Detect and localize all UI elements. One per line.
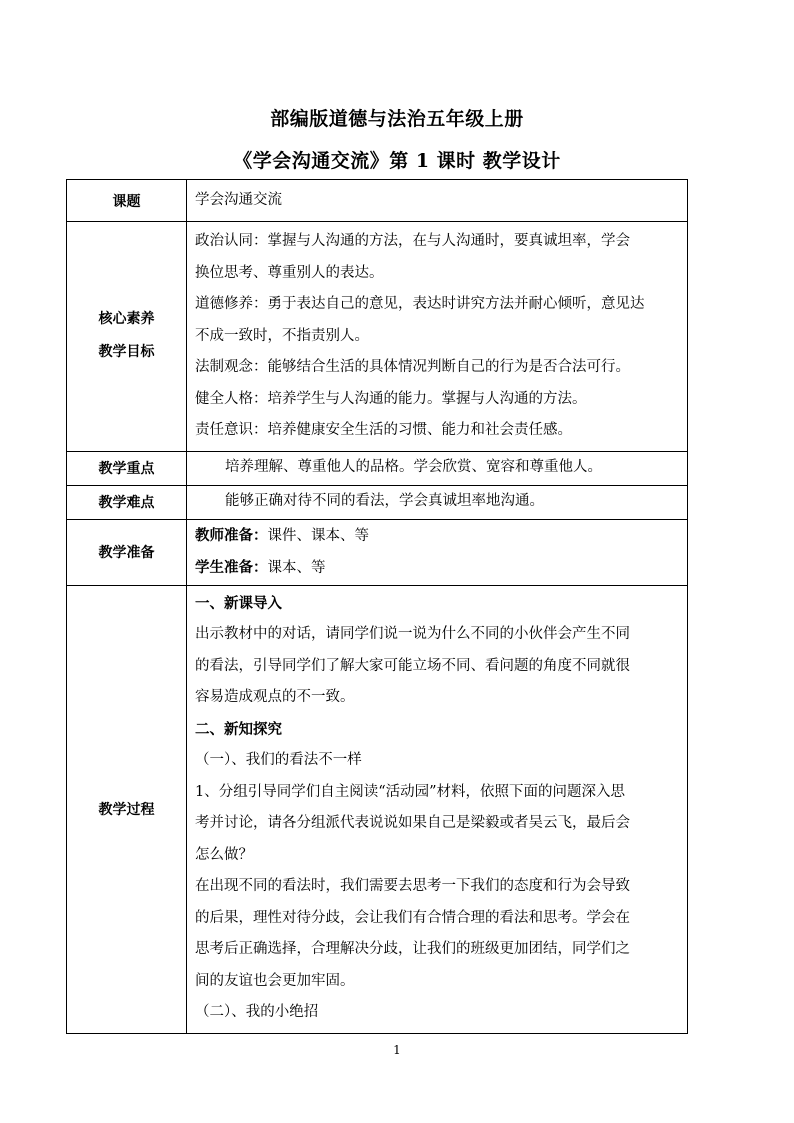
key-points-text: 培养理解、尊重他人的品格。学会欣赏、宽容和尊重他人。 [225, 459, 602, 476]
student-preparation-label: 学生准备： [195, 559, 268, 576]
table-row-preparation [67, 519, 688, 585]
teacher-preparation-label: 教师准备： [195, 526, 268, 544]
student-preparation-value: 课本、等 [267, 560, 326, 576]
topic-value [187, 180, 688, 222]
process-para1-line: 1、分组引导同学们自主阅读“活动园”材料，依照下面的问题深入思 [195, 783, 626, 800]
goals-line: 法制观念：能够结合生活的具体情况判断自己的行为是否合法可行。 [195, 359, 630, 375]
document-subtitle: 《学会沟通交流》第 1 课时 教学设计 [233, 150, 561, 172]
process-para2-line: 间的友谊也会更加牢固。 [195, 972, 355, 989]
teacher-preparation-value: 课件、课本、等 [267, 527, 369, 544]
key-points-label: 教学重点 [67, 451, 187, 485]
process-intro-line: 容易造成观点的不一致。 [195, 689, 355, 705]
document-title: 部编版道德与法治五年级上册 [270, 108, 524, 130]
table-row-key-points [67, 451, 688, 485]
process-para2-line: 思考后正确选择，合理解决分歧，让我们的班级更加团结，同学们之 [195, 941, 630, 957]
key-points-value [187, 451, 688, 485]
lesson-plan-table [66, 179, 688, 1034]
goals-line: 道德修养：勇于表达自己的意见，表达时讲究方法并耐心倾听，意见达 [195, 296, 645, 312]
table-row-process [67, 585, 688, 1033]
process-intro-line: 的看法，引导同学们了解大家可能立场不同、看问题的角度不同就很 [195, 657, 630, 674]
process-para1-line: 考并讨论，请各分组派代表说说如果自己是梁毅或者吴云飞，最后会 [195, 815, 630, 831]
goals-label-line2: 教学目标 [98, 344, 155, 361]
preparation-content [187, 519, 688, 585]
difficulties-text: 能够正确对待不同的看法，学会真诚坦率地沟通。 [225, 493, 544, 510]
process-subheading-2: （二）、我的小绝招 [195, 1004, 319, 1020]
difficulties-value [187, 485, 688, 519]
process-subheading-1: （一）、我们的看法不一样 [195, 752, 362, 768]
teacher-preparation [195, 520, 681, 553]
topic-label: 课题 [67, 180, 187, 222]
goals-line: 不成一致时，不指责别人。 [195, 327, 369, 344]
student-preparation [195, 552, 681, 585]
goals-line: 政治认同：掌握与人沟通的方法，在与人沟通时，要真诚坦率，学会 [195, 233, 630, 249]
process-content [187, 585, 688, 1033]
goals-label-line1: 核心素养 [98, 311, 155, 328]
process-label: 教学过程 [67, 585, 187, 1033]
process-para1-line: 怎么做？ [195, 846, 253, 863]
goals-content [187, 222, 688, 452]
table-row-topic [67, 180, 688, 222]
goals-label [67, 222, 187, 452]
process-para2-line: 的后果，理性对待分歧，会让我们有合情合理的看法和思考。学会在 [195, 909, 630, 926]
table-row-goals [67, 222, 688, 452]
goals-line: 健全人格：培养学生与人沟通的能力。掌握与人沟通的方法。 [195, 390, 587, 407]
process-para2-line: 在出现不同的看法时，我们需要去思考一下我们的态度和行为会导致 [195, 878, 630, 894]
difficulties-label: 教学难点 [67, 485, 187, 519]
process-heading-explore: 二、新知探究 [195, 720, 282, 738]
goals-line: 责任意识：培养健康安全生活的习惯、能力和社会责任感。 [195, 422, 572, 438]
topic-text: 学会沟通交流 [195, 191, 282, 208]
goals-line: 换位思考、尊重别人的表达。 [195, 264, 384, 281]
table-row-difficulties [67, 485, 688, 519]
process-intro-line: 出示教材中的对话，请同学们说一说为什么不同的小伙伴会产生不同 [195, 626, 630, 642]
preparation-label: 教学准备 [67, 519, 187, 585]
page-number: 1 [393, 1043, 401, 1057]
process-heading-intro: 一、新课导入 [195, 594, 282, 612]
